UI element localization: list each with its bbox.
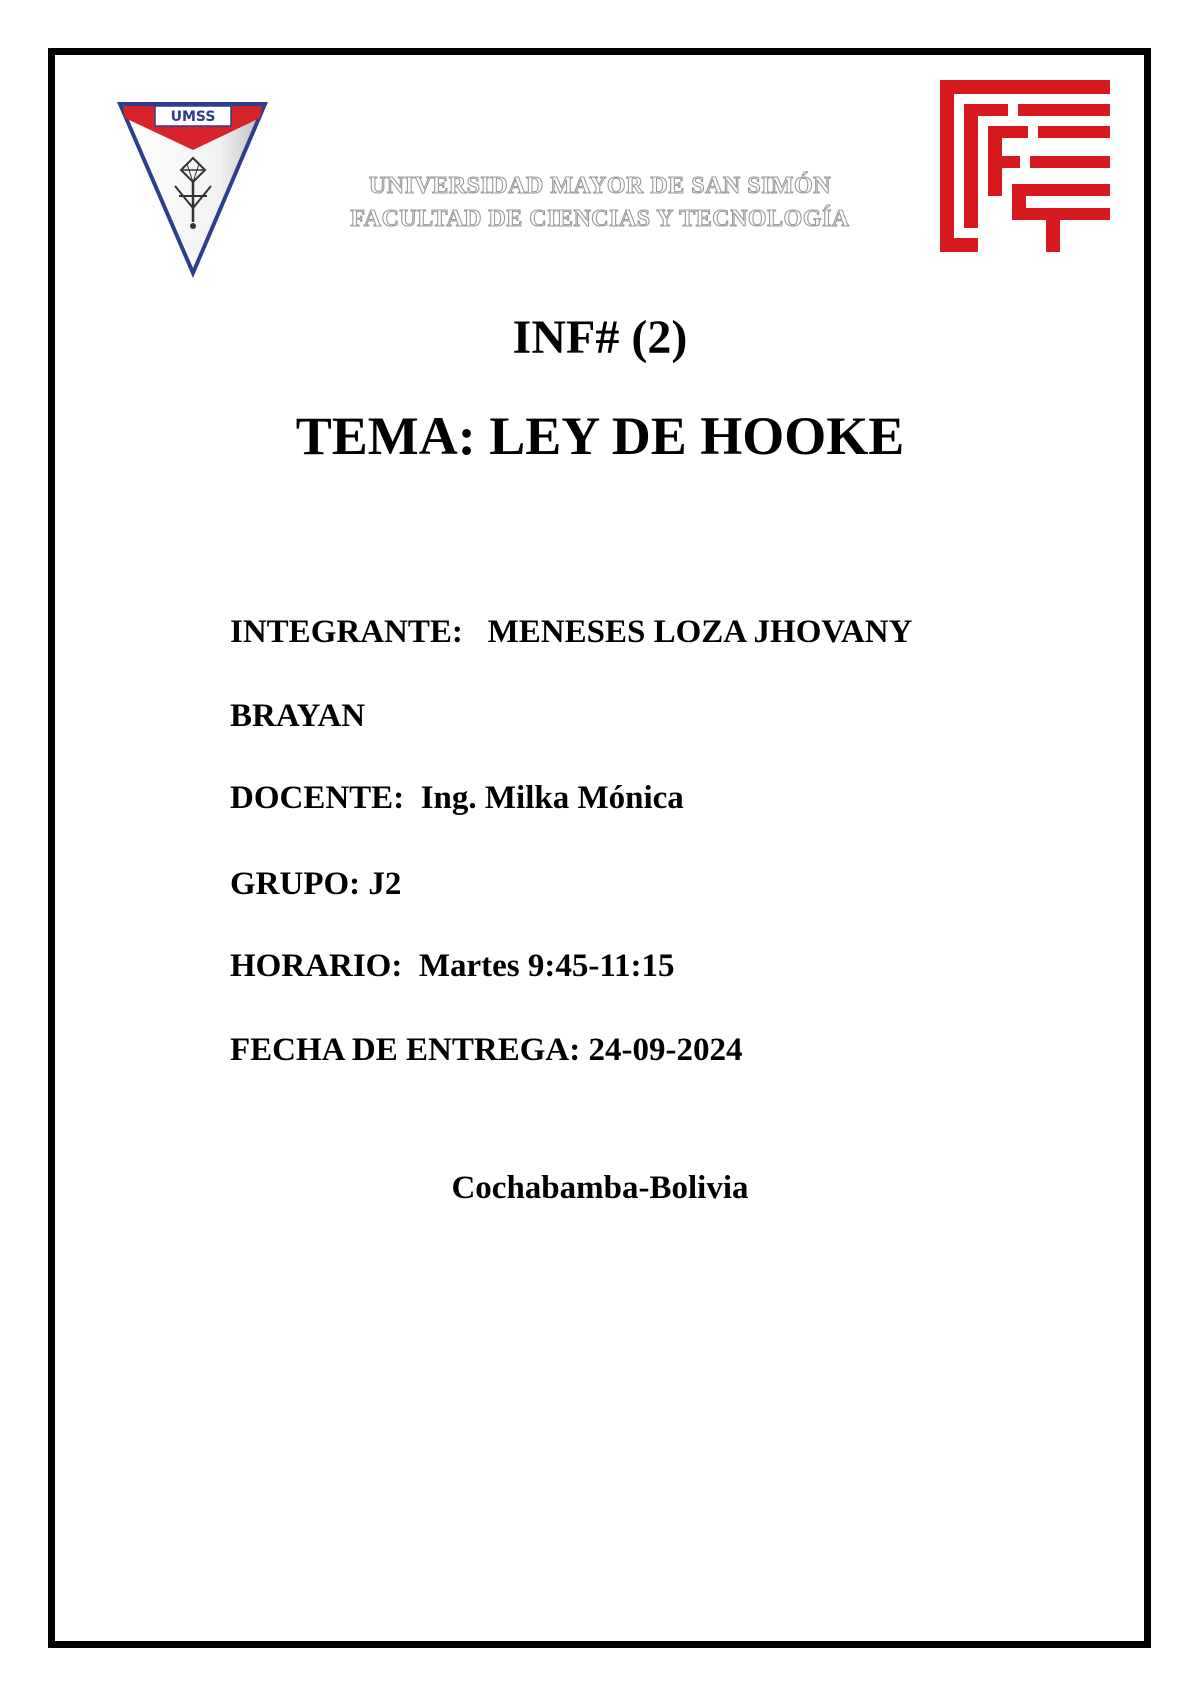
horario-line — [230, 948, 675, 985]
fcyt-logo-icon — [940, 80, 1110, 252]
fecha-label: FECHA DE ENTREGA: — [230, 1032, 581, 1068]
grupo-value: J2 — [368, 866, 402, 902]
report-number: INF# (2) — [512, 311, 688, 364]
grupo-label: GRUPO: — [230, 866, 361, 902]
horario-value: Martes 9:45-11:15 — [418, 948, 675, 984]
docente-value: Ing. Milka Mónica — [420, 780, 684, 816]
page-border — [48, 48, 1151, 1648]
place-text: Cochabamba-Bolivia — [451, 1170, 749, 1206]
umss-shield-logo-icon — [115, 100, 270, 280]
faculty-name: FACULTAD DE CIENCIAS Y TECNOLOGÍA — [350, 206, 850, 232]
docente-label: DOCENTE: — [230, 780, 405, 816]
fecha-entrega-line — [230, 1032, 742, 1069]
integrante-value: MENESES LOZA JHOVANY — [487, 614, 913, 650]
integrante-label: INTEGRANTE: — [230, 614, 463, 650]
grupo-line — [230, 866, 401, 903]
svg-text:UMSS: UMSS — [170, 109, 216, 125]
integrante-value-continued: BRAYAN — [230, 698, 366, 734]
horario-label: HORARIO: — [230, 948, 403, 984]
integrante-line — [230, 614, 912, 651]
report-topic: TEMA: LEY DE HOOKE — [295, 406, 905, 466]
docente-line — [230, 780, 684, 817]
fecha-value: 24-09-2024 — [588, 1032, 743, 1068]
university-name: UNIVERSIDAD MAYOR DE SAN SIMÓN — [368, 173, 832, 199]
